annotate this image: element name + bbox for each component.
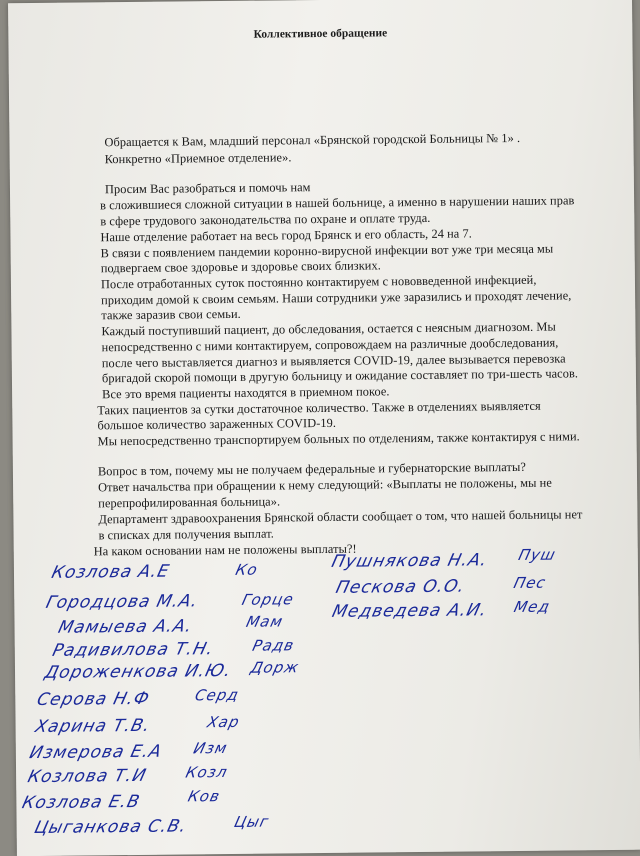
signature-name: Цыганкова С.В. (32, 816, 189, 839)
signature-name: Серова Н.Ф (34, 688, 152, 711)
signature-name: Радивилова Т.Н. (50, 639, 216, 661)
body-line: в списках для получения выплат. (98, 526, 274, 543)
body-line: На каком основании нам не положены выплаты?! (93, 541, 357, 559)
signature-mark: Козл (183, 762, 230, 782)
body-line: бригадой скорой помощи в другую больницу и ожидание составляет по три-шесть часов. (101, 366, 579, 386)
body-line: после чего выставляется диагноз и выявляется COVID-19, далее вызывается перевозка (101, 351, 566, 371)
signature-name: Мамыева А.А. (56, 616, 195, 638)
body-line: в сфере трудового законодательства по охране и оплате труда. (100, 210, 431, 229)
document-title: Коллективное обращение (253, 27, 388, 41)
signature-name: Козлова Е.В (20, 791, 143, 814)
signature-mark: Хар (205, 712, 242, 732)
body-line: Мы непосредственно транспортируем больных по отделениям, также контактируя с ними. (97, 429, 580, 449)
signature-name: Измерова Е.А (27, 741, 165, 764)
body-line: приходим домой к своим семьям. Наши сотрудники уже заразились и проходят лечение, (101, 288, 572, 308)
signature-mark: Ко (233, 560, 260, 579)
signature-mark: Радв (250, 636, 297, 655)
body-line: Ответ начальства при обращении к нему следующий: «Выплаты не положены, мы не (98, 475, 552, 495)
signature-mark: Серд (193, 685, 242, 705)
signature-name: Харина Т.В. (33, 715, 153, 738)
body-line: непосредственно с ними контактируем, сопровождаем на различные дообследования, (101, 335, 559, 355)
signature-mark: Горце (240, 590, 296, 609)
body-line: После отработанных суток постоянно контактируем с нововведенной инфекцией, (100, 272, 537, 292)
signature-name: Пескова О.О. (333, 576, 468, 598)
body-line: Департамент здравоохранения Брянской области сообщает о том, что нашей больницы нет (98, 507, 583, 527)
body-line: в сложившиеся сложной ситуации в нашей больнице, а именно в нарушении наших прав (100, 193, 575, 213)
signature-mark: Цыг (232, 812, 272, 831)
body-line: Каждый поступивший пациент, до обследования, остается с неясным диагнозом. Мы (101, 319, 556, 339)
body-line: подвергаем свое здоровье и здоровье своих близких. (100, 258, 381, 276)
body-line: В связи с появлением пандемии коронно-вирусной инфекции вот уже три месяца мы (100, 241, 554, 261)
signature-mark: Мед (512, 597, 553, 617)
signature-mark: Мам (244, 612, 286, 631)
body-line: перепрофилированная больница». (98, 494, 281, 511)
body-line: Вопрос в том, почему мы не получаем федеральные и губернаторские выплаты? (97, 459, 526, 479)
signature-mark: Изм (191, 738, 230, 758)
body-line: Таких пациентов за сутки достаточное количество. Также в отделениях выявляется (97, 398, 541, 418)
signature-name: Медведева А.И. (330, 600, 490, 622)
body-line: Конкретно «Приемное отделение». (104, 150, 292, 167)
signature-mark: Дорж (248, 658, 302, 677)
body-line: также заразив свои семьи. (101, 306, 241, 323)
body-line: Просим Вас разобраться и помочь нам (104, 180, 311, 197)
body-line: Наше отделение работает на весь город Брянск и его область, 24 на 7. (100, 226, 472, 245)
signature-mark: Пуш (516, 545, 558, 564)
signature-mark: Ков (186, 787, 223, 806)
signature-name: Козлова Т.И (25, 765, 149, 788)
signature-name: Пушнякова Н.А. (329, 550, 490, 572)
document-page (8, 0, 640, 856)
signature-name: Козлова А.Е (49, 561, 172, 583)
signature-name: Дороженкова И.Ю. (42, 660, 234, 683)
body-line: Все это время пациенты находятся в приемном покое. (102, 384, 390, 402)
body-line: большое количество зараженных COVID-19. (97, 415, 337, 433)
signature-mark: Пес (511, 573, 549, 593)
body-line: Обращается к Вам, младший персонал «Брянской городской Больницы № 1» . (104, 130, 521, 150)
signature-name: Городцова М.А. (43, 591, 201, 613)
